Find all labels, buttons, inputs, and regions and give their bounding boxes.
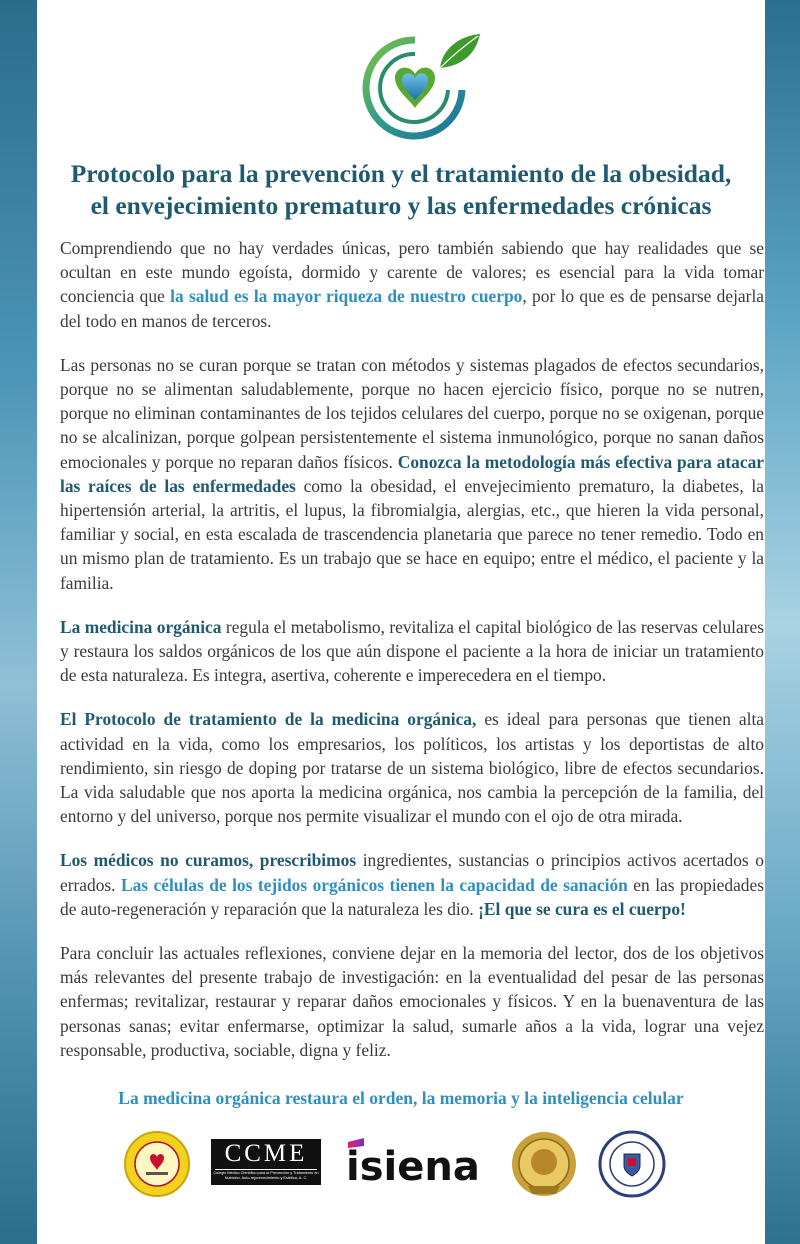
background-right-strip — [765, 0, 800, 1244]
isiena-logo — [344, 1136, 489, 1186]
p2-text-c: como la obesidad, el envejecimiento prematuro, la diabetes, la hipertensión arterial, la artritis, el lupus, la fibromialgia, alergias, etc., que hieren la vida personal, familiar y social, en esta escalada de trascendencia planetaria que parece no tener remedio. Todo en un mismo plan de tratamiento. Es un trabajo que se hace en equipo; entre el médico, el paciente y la familia. — [60, 475, 764, 593]
ccme-badge — [211, 1139, 321, 1185]
badge-row — [37, 1130, 765, 1200]
seal-badge-icon — [122, 1130, 192, 1198]
p4-text-b: es ideal para personas que tienen alta actividad en la vida, como los empresarios, los políticos, los artistas y los deportistas de alto rendimiento, sin riesgo de doping por tratarse de un sistema biológico, libre de efectos secundarios. La vida saludable que nos aporta la medicina orgánica, nos cambia la percepción de la familia, del entorno y del universo, porque nos permite visualizar el mundo con el ojo de otra mirada. — [60, 709, 764, 827]
ccme-title: CCME — [215, 1139, 317, 1170]
title-line-1: Protocolo para la prevención y el tratamiento de la obesidad, — [70, 159, 732, 188]
isiena-text: isiena — [346, 1144, 480, 1186]
background-left-strip — [0, 0, 37, 1244]
paragraph-4 — [60, 707, 764, 828]
body-text — [60, 236, 764, 1082]
p2-bold: Conozca la metodología más efectiva para atacar las raíces de las enfermedades — [60, 451, 765, 496]
p3-bold: La medicina orgánica — [60, 616, 222, 637]
ccme-subtitle: Colegio Médico Científico para la Prevención y Tratamiento en Nutrición, Auto-rejuvenecimiento y Estética, A. C. — [213, 1171, 319, 1180]
paragraph-6: Para concluir las actuales reflexiones, conviene dejar en la memoria del lector, dos de los objetivos más relevantes del presente trabajo de investigación: en la eventualidad del pesar de las personas enfermas; revitalizar, restaurar y reparar daños emocionales y físicos. Y en la buenaventura de las personas sanas; evitar enfermarse, optimizar la salud, sumarle años a la vida, lograr una vejez responsable, productiva, sociable, digna y feliz. — [60, 943, 764, 1060]
p5-text-d: en las propiedades de auto-regeneración y reparación que la naturaleza les dio. — [60, 874, 764, 919]
p5-exclaim: ¡El que se cura es el cuerpo! — [478, 898, 686, 919]
p5-text-b: ingredientes, sustancias o principios activos acertados o errados. — [60, 850, 764, 895]
p2-text-a: Las personas no se curan porque se tratan con métodos y sistemas plagados de efectos secundarios, porque no se alimentan saludablemente, porque no hacen ejercicio físico, porque no se nutren, porque no eliminan contaminantes de los tejidos celulares del cuerpo, porque no se oxigenan, porque no se alcalinizan, porque golpean persistentemente el sistema inmunológico, porque no sanan daños emocionales y porque no reparan daños físicos. — [60, 354, 764, 472]
tagline: La medicina orgánica restaura el orden, la memoria y la inteligencia celular — [118, 1088, 684, 1108]
gold-seal-icon — [508, 1130, 580, 1198]
blue-seal-icon — [597, 1130, 667, 1198]
p1-text-a: Comprendiendo que no hay verdades únicas, pero también sabiendo que hay realidades que se ocultan en este mundo egoísta, dormido y carente de valores; es esencial para la vida tomar conciencia que — [60, 238, 764, 307]
p5-highlight: Las células de los tejidos orgánicos tienen la capacidad de sanación — [121, 874, 628, 895]
p3-text-b: regula el metabolismo, revitaliza el capital biológico de las reservas celulares y restaura los saldos orgánicos de los que aún dispone el paciente a la hora de iniciar un tratamiento de esta naturaleza. Es integra, asertiva, coherente e imperecedera en el tiempo. — [60, 616, 764, 686]
paragraph-3 — [60, 615, 764, 688]
paragraph-5 — [60, 848, 764, 921]
page-title — [37, 158, 765, 222]
p4-bold: El Protocolo de tratamiento de la medicina orgánica, — [60, 709, 477, 730]
p1-text-c: , por lo que es de pensarse dejarla del todo en manos de terceros. — [60, 286, 764, 331]
p1-highlight: la salud es la mayor riqueza de nuestro cuerpo — [170, 286, 523, 307]
title-line-2: el envejecimiento prematuro y las enfermedades crónicas — [90, 191, 712, 220]
paragraph-2 — [60, 353, 764, 595]
heart-leaf-logo-icon — [340, 28, 490, 148]
p5-bold: Los médicos no curamos, prescribimos — [60, 850, 357, 871]
paragraph-1 — [60, 236, 764, 333]
